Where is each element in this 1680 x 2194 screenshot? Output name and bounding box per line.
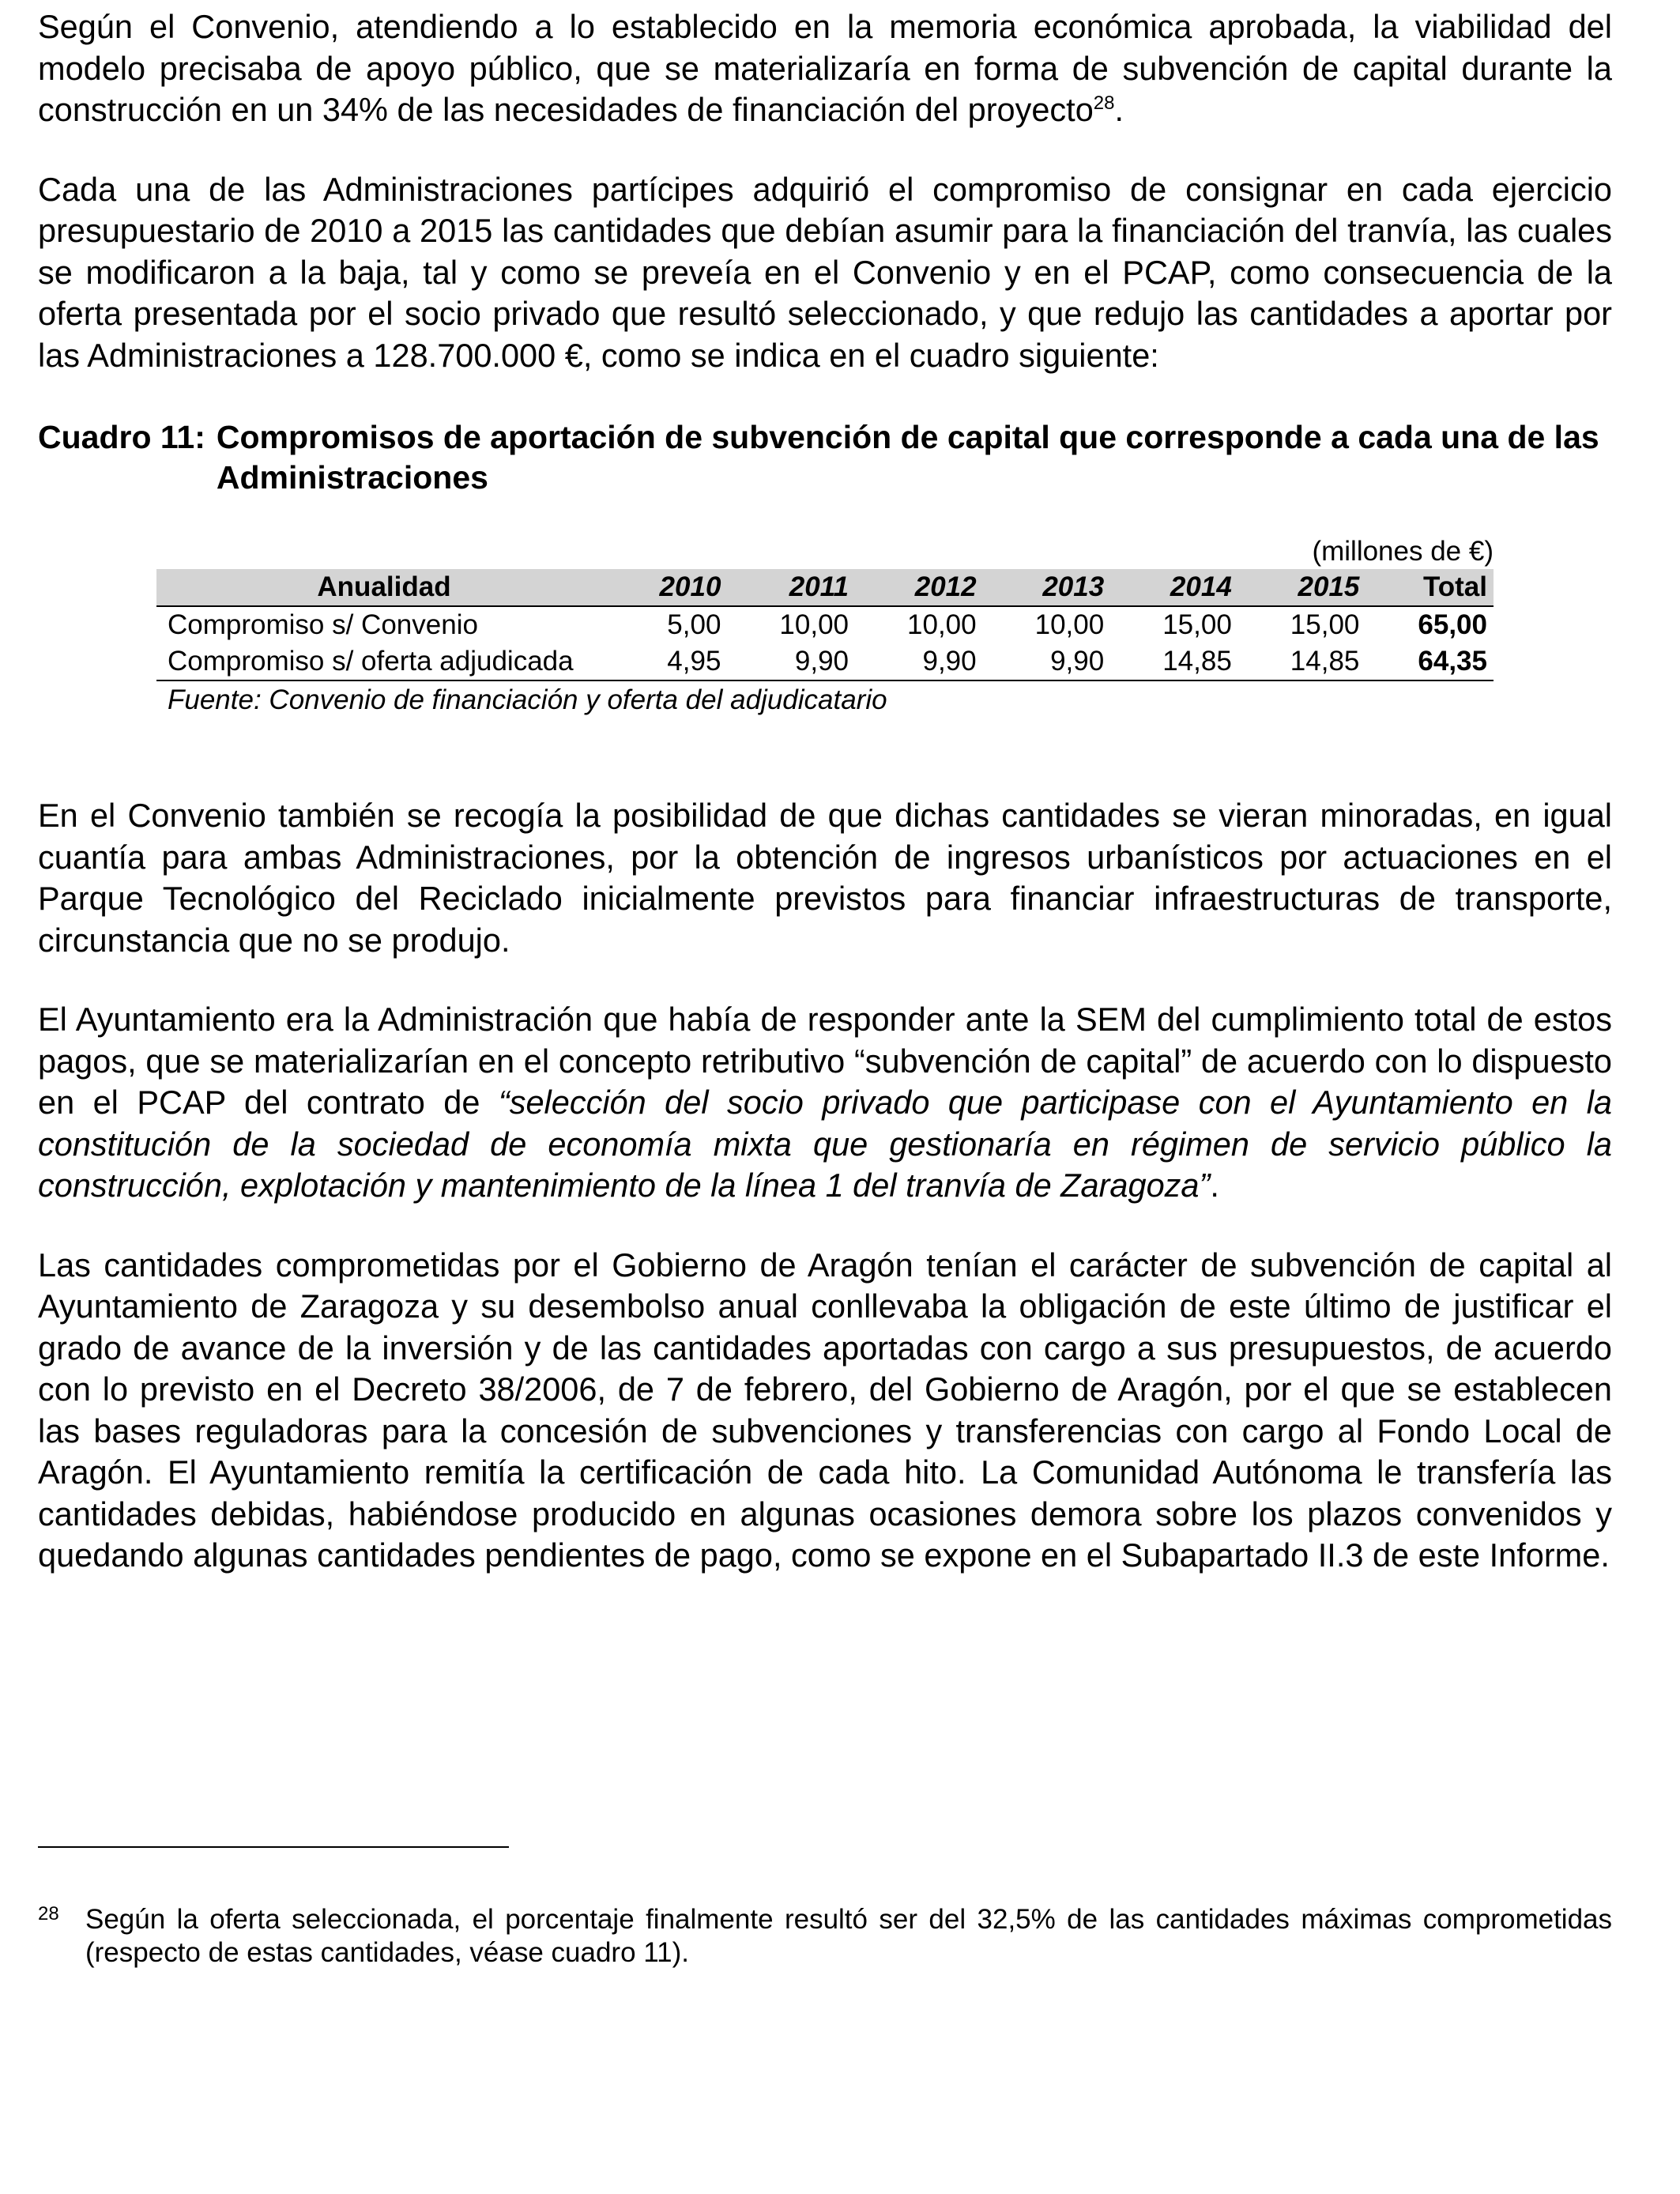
table-cell: 4,95	[612, 643, 727, 680]
row-label: Compromiso s/ Convenio	[168, 609, 478, 640]
header-total: Total	[1365, 569, 1494, 606]
table-caption	[38, 417, 1612, 498]
paragraph-compromiso-administraciones: Cada una de las Administraciones partícipes adquirió el compromiso de consignar en cada ejercicio presupuestario de 2010 a 2015 las cantidades que debían asumir para la financiación del tranvía, las cuales se modificaron a la baja, tal y como se preveía en el Convenio y en el PCAP, como consecuencia de la oferta presentada por el socio privado que resultó seleccionado, y que redujo las cantidades a aportar por las Administraciones a 128.700.000 €, como se indica en el cuadro siguiente:	[38, 170, 1612, 374]
header-year: 2010	[612, 569, 727, 606]
table-cell-total: 65,00	[1418, 609, 1487, 640]
contract-title-quote: “selección del socio privado que participase con el Ayuntamiento en la constitución de la sociedad de economía mixta que gestionaría en régimen de servicio público la construcción, explotación y mantenimiento de la línea 1 del tranvía de Zaragoza”	[38, 1084, 1612, 1204]
paragraph-end: .	[1210, 1167, 1219, 1204]
table-cell: 10,00	[779, 609, 849, 640]
header-year: 2012	[855, 569, 983, 606]
table-row	[156, 606, 1494, 643]
footnote-number: 28	[38, 1903, 59, 1924]
footnote-separator	[38, 1846, 509, 1848]
row-label: Compromiso s/ oferta adjudicada	[156, 643, 612, 680]
table-cell: 10,00	[1034, 609, 1105, 640]
table-caption-label: Cuadro 11:	[38, 419, 205, 455]
table-cell: 5,00	[667, 609, 721, 640]
table-header-row	[156, 569, 1494, 606]
document-body	[38, 6, 1612, 1577]
header-anualidad: Anualidad	[156, 569, 612, 606]
table-caption-text: Compromisos de aportación de subvención de capital que corresponde a cada una de las Administraciones	[216, 419, 1599, 496]
table-unit: (millones de €)	[1312, 536, 1494, 567]
table-row	[156, 643, 1494, 680]
paragraph-end: .	[1114, 91, 1124, 128]
table-cell: 9,90	[727, 643, 855, 680]
footnote-ref[interactable]: 28	[1093, 92, 1115, 115]
paragraph-gobierno-aragon: Las cantidades comprometidas por el Gobierno de Aragón tenían el carácter de subvención de capital al Ayuntamiento de Zaragoza y su desembolso anual conllevaba la obligación de este último de justificar el grado de avance de la inversión y de las cantidades aportadas con cargo a sus presupuestos, de acuerdo con lo previsto en el Decreto 38/2006, de 7 de febrero, del Gobierno de Aragón, por el que se establecen las bases reguladoras para la concesión de subvenciones y transferencias con cargo al Fondo Local de Aragón. El Ayuntamiento remitía la certificación de cada hito. La Comunidad Autónoma le transfería las cantidades debidas, habiéndose producido en algunas ocasiones demora sobre los plazos convenidos y quedando algunas cantidades pendientes de pago, como se expone en el Subapartado II.3 de este Informe.	[38, 1246, 1612, 1574]
table-cell: 9,90	[855, 643, 983, 680]
footnote-text: Según la oferta seleccionada, el porcentaje finalmente resultó ser del 32,5% de las cantidades máximas comprometidas (respecto de estas cantidades, véase cuadro 11).	[85, 1904, 1612, 1968]
table-cell-total: 64,35	[1365, 643, 1494, 680]
header-year: 2015	[1238, 569, 1366, 606]
table-cell: 9,90	[983, 643, 1111, 680]
paragraph-minoracion: En el Convenio también se recogía la posibilidad de que dichas cantidades se vieran minoradas, en igual cuantía para ambas Administraciones, por la obtención de ingresos urbanísticos por actuaciones en el Parque Tecnológico del Reciclado inicialmente previstos para financiar infraestructuras de transporte, circunstancia que no se produjo.	[38, 797, 1612, 959]
header-year: 2014	[1110, 569, 1238, 606]
table-cell: 15,00	[1290, 609, 1360, 640]
table-cell: 14,85	[1110, 643, 1238, 680]
table-cell: 14,85	[1238, 643, 1366, 680]
table-cell: 10,00	[907, 609, 977, 640]
footnote	[38, 1903, 1612, 1970]
header-year: 2013	[983, 569, 1111, 606]
paragraph-text: Según el Convenio, atendiendo a lo establecido en la memoria económica aprobada, la viabilidad del modelo precisaba de apoyo público, que se materializaría en forma de subvención de capital durante la construcción en un 34% de las necesidades de financiación del proyecto	[38, 8, 1612, 128]
table-source: Fuente: Convenio de financiación y oferta del adjudicatario	[168, 684, 887, 715]
table-cell: 15,00	[1162, 609, 1232, 640]
commitments-table	[156, 569, 1494, 681]
header-year: 2011	[727, 569, 855, 606]
paragraph-text: El Ayuntamiento era la Administración que había de responder ante la SEM del cumplimiento total de estos pagos, que se materializarían en el concepto retributivo “subvención de capital” de acuerdo con lo dispuesto en el PCAP del contrato de	[38, 1001, 1612, 1121]
paragraph-convenio-viabilidad	[38, 6, 1612, 131]
paragraph-ayuntamiento	[38, 999, 1612, 1207]
